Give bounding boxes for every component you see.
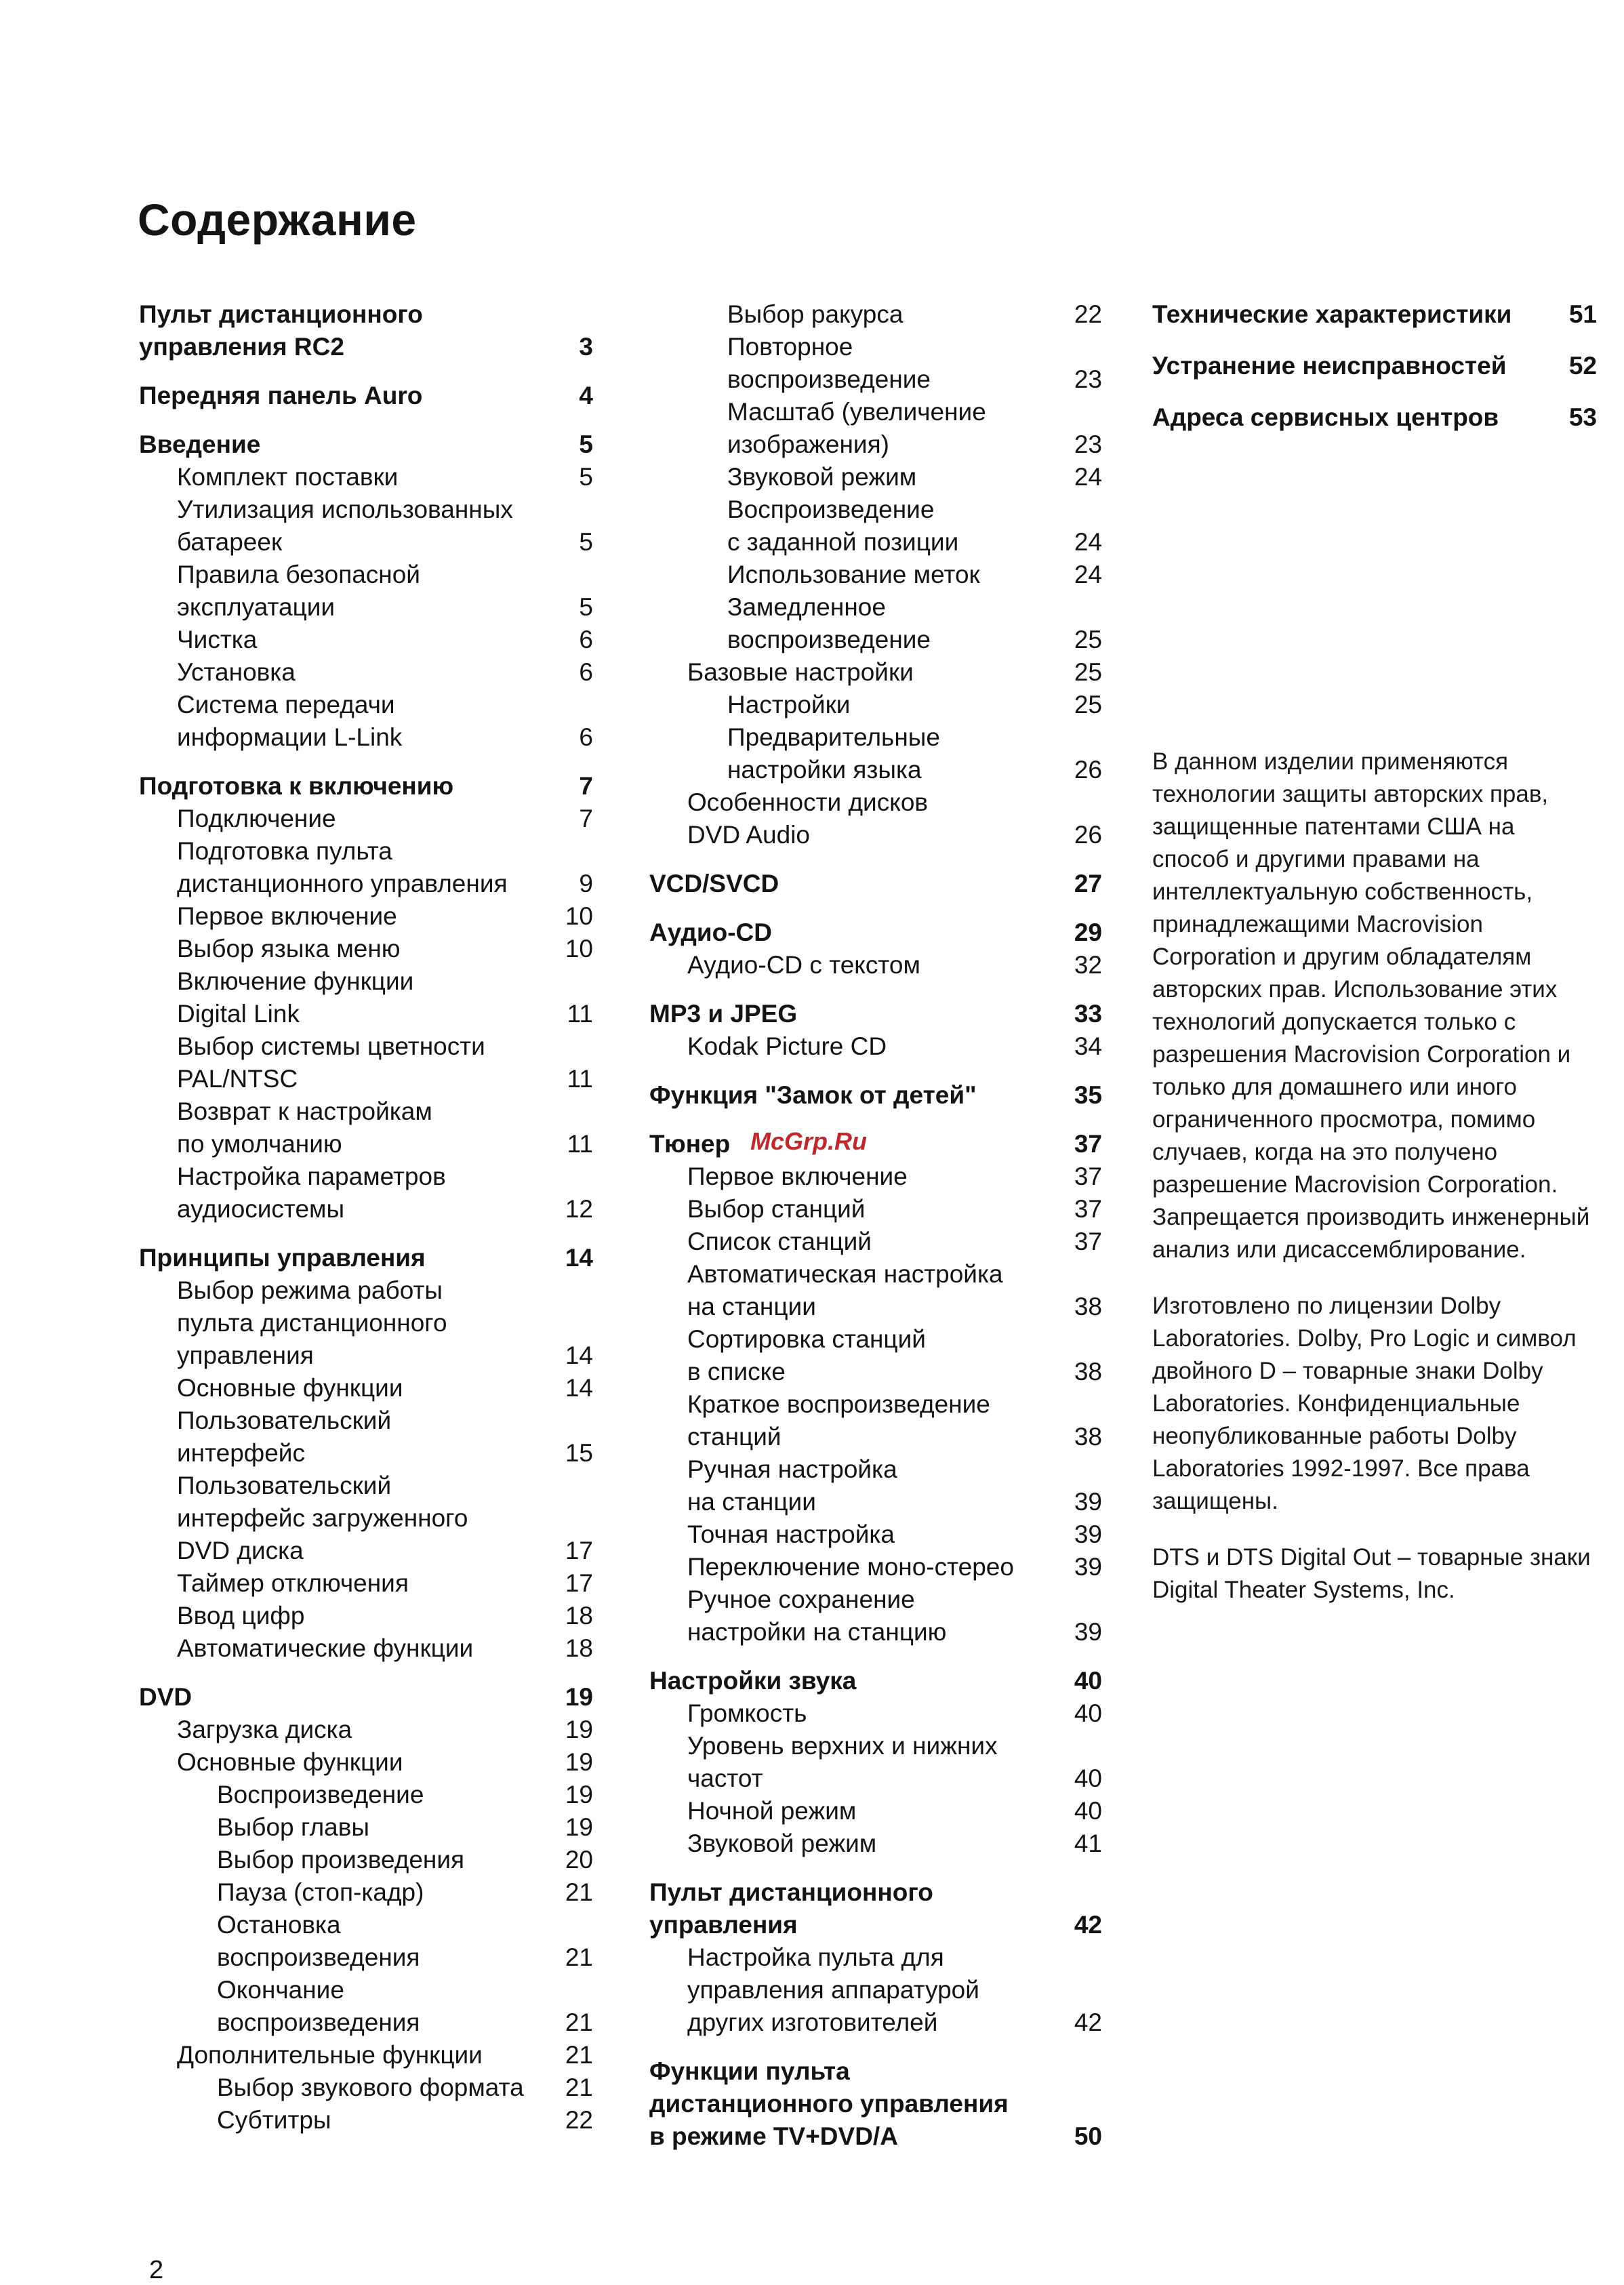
toc-page-number: 10 bbox=[565, 902, 593, 930]
toc-page-number: 41 bbox=[1074, 1829, 1102, 1857]
toc-section bbox=[649, 916, 1102, 949]
toc-entry bbox=[139, 1404, 593, 1470]
toc-page-number: 42 bbox=[1074, 1911, 1102, 1939]
toc-entry-label: Выбор ракурса bbox=[727, 300, 904, 328]
toc-entry-label: Передняя панель Auro bbox=[139, 382, 423, 409]
toc-page-number: 19 bbox=[565, 1683, 593, 1711]
toc-entry-label: Загрузка диска bbox=[177, 1716, 352, 1743]
toc-page-number: 4 bbox=[579, 382, 593, 409]
toc-entry-label: Настройка пульта для управления аппаратурой других изготовителей bbox=[687, 1943, 979, 2036]
toc-entry-label: Подготовка пульта дистанционного управления bbox=[177, 837, 508, 897]
toc-page-number: 40 bbox=[1074, 1667, 1102, 1695]
toc-entry bbox=[139, 461, 593, 493]
toc-page-number: 27 bbox=[1074, 870, 1102, 897]
toc-section bbox=[139, 770, 593, 803]
toc-page-number: 23 bbox=[1074, 365, 1102, 393]
toc-page-number: 32 bbox=[1074, 951, 1102, 979]
toc-section bbox=[1152, 298, 1597, 331]
toc-entry bbox=[649, 1323, 1102, 1388]
toc-entry bbox=[649, 331, 1102, 396]
toc-entry-label: Возврат к настройкам по умолчанию bbox=[177, 1097, 432, 1158]
toc-entry bbox=[649, 1730, 1102, 1795]
toc-entry-label: Тюнер bbox=[649, 1130, 731, 1158]
toc-entry bbox=[139, 1714, 593, 1746]
toc-entry bbox=[139, 1844, 593, 1876]
toc-section bbox=[1152, 350, 1597, 382]
toc-entry-label: Kodak Picture CD bbox=[687, 1032, 887, 1060]
toc-page-number: 40 bbox=[1074, 1797, 1102, 1825]
toc-page-number: 5 bbox=[579, 593, 593, 621]
toc-page-number: 37 bbox=[1074, 1228, 1102, 1255]
toc-entry-label: MP3 и JPEG bbox=[649, 1000, 798, 1028]
toc-entry bbox=[139, 965, 593, 1030]
toc-page-number: 7 bbox=[579, 805, 593, 832]
toc-entry bbox=[139, 1372, 593, 1404]
toc-entry bbox=[649, 1030, 1102, 1063]
toc-page-number: 38 bbox=[1074, 1358, 1102, 1386]
toc-entry-label: Воспроизведение с заданной позиции bbox=[727, 496, 959, 556]
toc-entry bbox=[139, 656, 593, 689]
toc-page-number: 17 bbox=[565, 1537, 593, 1564]
toc-page-number: 19 bbox=[565, 1781, 593, 1808]
toc-page-number: 14 bbox=[565, 1374, 593, 1402]
toc-entry bbox=[139, 1876, 593, 1909]
toc-entry bbox=[139, 559, 593, 624]
toc-entry-label: Базовые настройки bbox=[687, 658, 914, 686]
toc-entry-label: Выбор режима работы пульта дистанционного управления bbox=[177, 1276, 447, 1369]
toc-section bbox=[649, 868, 1102, 900]
toc-entry bbox=[649, 461, 1102, 493]
watermark: McGrp.Ru bbox=[750, 1127, 868, 1155]
toc-page-number: 26 bbox=[1074, 756, 1102, 784]
toc-page-number: 10 bbox=[565, 935, 593, 963]
toc-entry bbox=[139, 493, 593, 559]
toc-entry bbox=[649, 656, 1102, 689]
toc-entry bbox=[139, 689, 593, 754]
toc-entry-label: Ручное сохранение настройки на станцию bbox=[687, 1585, 947, 1646]
toc-page-number: 23 bbox=[1074, 430, 1102, 458]
toc-entry bbox=[649, 1160, 1102, 1193]
toc-entry-label: Уровень верхних и нижних частот bbox=[687, 1732, 998, 1792]
toc-section bbox=[649, 998, 1102, 1030]
toc-entry bbox=[139, 1811, 593, 1844]
toc-entry bbox=[139, 1567, 593, 1600]
toc-entry bbox=[649, 1697, 1102, 1730]
toc-page-number: 37 bbox=[1074, 1195, 1102, 1223]
toc-section bbox=[139, 428, 593, 461]
toc-page-number: 6 bbox=[579, 658, 593, 686]
toc-entry-label: Настройки bbox=[727, 691, 851, 719]
toc-section bbox=[139, 298, 593, 363]
toc-entry-label: Утилизация использованных батареек bbox=[177, 496, 513, 556]
toc-entry-label: Функции пульта дистанционного управления в режиме TV+DVD/A bbox=[649, 2057, 1009, 2150]
toc-entry-label: Чистка bbox=[177, 626, 258, 653]
toc-page-number: 21 bbox=[565, 2041, 593, 2069]
toc-entry-label: Дополнительные функции bbox=[177, 2041, 483, 2069]
toc-section bbox=[649, 1128, 1102, 1160]
toc-entry-label: Масштаб (увеличение изображения) bbox=[727, 398, 986, 458]
toc-page-number: 19 bbox=[565, 1813, 593, 1841]
toc-entry-label: Адреса сервисных центров bbox=[1152, 403, 1499, 431]
toc-page-number: 37 bbox=[1074, 1162, 1102, 1190]
toc-entry bbox=[649, 689, 1102, 721]
toc-page-number: 53 bbox=[1568, 403, 1597, 431]
toc-page-number: 39 bbox=[1074, 1553, 1102, 1581]
toc-page-number: 19 bbox=[565, 1748, 593, 1776]
toc-entry-label: Субтитры bbox=[217, 2106, 331, 2134]
toc-page-number: 42 bbox=[1074, 2008, 1102, 2036]
toc-page-number: 50 bbox=[1074, 2122, 1102, 2150]
toc-entry-label: Первое включение bbox=[687, 1162, 908, 1190]
toc-entry-label: Автоматическая настройка на станции bbox=[687, 1260, 1003, 1320]
toc-entry bbox=[649, 1258, 1102, 1323]
toc-entry-label: Система передачи информации L-Link bbox=[177, 691, 403, 751]
toc-entry-label: Пользовательский интерфейс загруженного DVD диска bbox=[177, 1472, 468, 1564]
toc-entry bbox=[649, 1583, 1102, 1649]
toc-entry bbox=[649, 786, 1102, 851]
toc-entry bbox=[649, 298, 1102, 331]
toc-entry-label: Использование меток bbox=[727, 561, 980, 588]
toc-page-number: 6 bbox=[579, 723, 593, 751]
toc-section bbox=[139, 1681, 593, 1714]
toc-entry-label: Краткое воспроизведение станций bbox=[687, 1390, 990, 1451]
toc-page-number: 9 bbox=[579, 870, 593, 897]
toc-entry bbox=[139, 1160, 593, 1226]
toc-page-number: 7 bbox=[579, 772, 593, 800]
page-title: Содержание bbox=[138, 195, 417, 245]
toc-entry-label: Выбор системы цветности PAL/NTSC bbox=[177, 1032, 485, 1093]
toc-entry-label: Выбор главы bbox=[217, 1813, 369, 1841]
toc-entry-label: Выбор звукового формата bbox=[217, 2074, 524, 2101]
toc-section bbox=[1152, 401, 1597, 434]
toc-entry-label: Установка bbox=[177, 658, 296, 686]
toc-page-number: 37 bbox=[1074, 1130, 1102, 1158]
toc-entry-label: Принципы управления bbox=[139, 1244, 426, 1272]
toc-entry-label: Настройки звука bbox=[649, 1667, 857, 1695]
toc-entry bbox=[649, 396, 1102, 461]
toc-page-number: 38 bbox=[1074, 1423, 1102, 1451]
toc-entry bbox=[139, 900, 593, 933]
toc-page-number: 40 bbox=[1074, 1699, 1102, 1727]
toc-entry bbox=[139, 1909, 593, 1974]
toc-page-number: 34 bbox=[1074, 1032, 1102, 1060]
toc-page-number: 51 bbox=[1568, 300, 1597, 328]
toc-entry-label: Правила безопасной эксплуатации bbox=[177, 561, 420, 621]
toc-entry bbox=[139, 1095, 593, 1160]
toc-entry-label: Подключение bbox=[177, 805, 336, 832]
toc-page-number: 25 bbox=[1074, 626, 1102, 653]
toc-entry-label: Переключение моно-стерео bbox=[687, 1553, 1014, 1581]
dts-note: DTS и DTS Digital Out – товарные знаки Digital Theater Systems, Inc. bbox=[1152, 1544, 1591, 1603]
toc-entry bbox=[139, 1030, 593, 1095]
toc-entry-label: Комплект поставки bbox=[177, 463, 399, 491]
toc-entry bbox=[139, 2104, 593, 2137]
toc-page-number: 5 bbox=[579, 463, 593, 491]
toc-page-number: 17 bbox=[565, 1569, 593, 1597]
toc-entry-label: VCD/SVCD bbox=[649, 870, 779, 897]
toc-page-number: 26 bbox=[1074, 821, 1102, 849]
toc-column-3-entries bbox=[1152, 298, 1597, 434]
toc-page-number: 18 bbox=[565, 1602, 593, 1630]
toc-entry-label: Аудио-CD bbox=[649, 918, 772, 946]
toc-column-3 bbox=[1152, 298, 1597, 1623]
toc-entry bbox=[139, 933, 593, 965]
toc-page-number: 5 bbox=[579, 430, 593, 458]
toc-entry bbox=[649, 493, 1102, 559]
toc-entry-label: Ввод цифр bbox=[177, 1602, 305, 1630]
toc-entry bbox=[649, 949, 1102, 982]
toc-entry-label: Технические характеристики bbox=[1152, 300, 1512, 328]
toc-page-number: 21 bbox=[565, 2008, 593, 2036]
toc-page-number: 19 bbox=[565, 1716, 593, 1743]
toc-page-number: 11 bbox=[567, 1000, 593, 1028]
toc-section bbox=[649, 2055, 1102, 2153]
toc-page-number: 29 bbox=[1074, 918, 1102, 946]
toc-entry-label: Пользовательский интерфейс bbox=[177, 1407, 392, 1467]
toc-entry bbox=[649, 1795, 1102, 1827]
toc-entry-label: Предварительные настройки языка bbox=[727, 723, 940, 784]
toc-page-number: 35 bbox=[1074, 1081, 1102, 1109]
toc-entry-label: Введение bbox=[139, 430, 261, 458]
toc-section bbox=[649, 1876, 1102, 1941]
toc-page-number: 11 bbox=[567, 1065, 593, 1093]
toc-page-number: 25 bbox=[1074, 691, 1102, 719]
toc-entry-label: Окончание воспроизведения bbox=[217, 1976, 420, 2036]
toc-section bbox=[139, 380, 593, 412]
dolby-note: Изготовлено по лицензии Dolby Laboratories. Dolby, Pro Logic и символ двойного D – товарные знаки Dolby Laboratories. Конфиденциальные неопубликованные работы Dolby Laboratories 1992-1997. Все права защищены. bbox=[1152, 1293, 1577, 1514]
toc-entry bbox=[139, 803, 593, 835]
toc-entry-label: Функция "Замок от детей" bbox=[649, 1081, 977, 1109]
toc-page-number: 21 bbox=[565, 2074, 593, 2101]
toc-entry-label: Выбор языка меню bbox=[177, 935, 401, 963]
toc-entry-label: Ручная настройка на станции bbox=[687, 1455, 897, 1516]
toc-entry-label: Подготовка к включению bbox=[139, 772, 454, 800]
toc-entry bbox=[139, 1974, 593, 2039]
toc-page-number: 21 bbox=[565, 1943, 593, 1971]
toc-entry-label: Пауза (стоп-кадр) bbox=[217, 1878, 424, 1906]
toc-page-number: 21 bbox=[565, 1878, 593, 1906]
toc-page-number: 14 bbox=[565, 1341, 593, 1369]
toc-page-number: 15 bbox=[565, 1439, 593, 1467]
toc-entry bbox=[139, 1274, 593, 1372]
toc-entry bbox=[139, 2039, 593, 2071]
toc-entry-label: Звуковой режим bbox=[687, 1829, 877, 1857]
toc-entry-label: Аудио-CD с текстом bbox=[687, 951, 920, 979]
toc-entry bbox=[139, 1470, 593, 1567]
toc-entry-label: Первое включение bbox=[177, 902, 397, 930]
toc-entry-label: Остановка воспроизведения bbox=[217, 1911, 420, 1971]
macrovision-note: В данном изделии применяются технологии защиты авторских прав, защищенные патентами США на способ и другими правами на интеллектуальную собственность, принадлежащими Macrovision Corporation и другим обладателям авторских прав. Использование этих технологий допускается только с разрешения Macrovision Corporation и только для домашнего или иного ограниченного просмотра, помимо случаев, когда на это получено разрешение Macrovision Corporation. Запрещается производить инженерный анализ или дисассемблирование. bbox=[1152, 748, 1590, 1263]
toc-page-number: 39 bbox=[1074, 1520, 1102, 1548]
toc-entry-label: Настройка параметров аудиосистемы bbox=[177, 1162, 446, 1223]
toc-page-number: 14 bbox=[565, 1244, 593, 1272]
page-number: 2 bbox=[149, 2256, 164, 2284]
toc-entry-label: Включение функции Digital Link bbox=[177, 967, 414, 1028]
toc-page-number: 22 bbox=[565, 2106, 593, 2134]
toc-entry bbox=[649, 559, 1102, 591]
toc-page-number: 18 bbox=[565, 1634, 593, 1662]
toc-entry-label: Воспроизведение bbox=[217, 1781, 424, 1808]
toc-entry bbox=[649, 591, 1102, 656]
toc-entry-label: Громкость bbox=[687, 1699, 807, 1727]
toc-page-number: 20 bbox=[565, 1846, 593, 1874]
toc-entry bbox=[649, 1193, 1102, 1226]
toc-entry bbox=[139, 1779, 593, 1811]
toc-page-number: 24 bbox=[1074, 463, 1102, 491]
toc-entry bbox=[649, 1551, 1102, 1583]
toc-entry bbox=[649, 1518, 1102, 1551]
toc-column-1 bbox=[139, 298, 593, 2137]
toc-section bbox=[649, 1665, 1102, 1697]
toc-page-number: 5 bbox=[579, 528, 593, 556]
toc-page-number: 33 bbox=[1074, 1000, 1102, 1028]
legal-notes bbox=[1152, 746, 1597, 1606]
toc-entry-label: Сортировка станций в списке bbox=[687, 1325, 926, 1386]
toc-entry-label: Список станций bbox=[687, 1228, 872, 1255]
toc-entry bbox=[139, 1632, 593, 1665]
toc-entry bbox=[649, 721, 1102, 786]
toc-page-number: 6 bbox=[579, 626, 593, 653]
toc-entry-label: Устранение неисправностей bbox=[1152, 352, 1507, 380]
toc-entry-label: Пульт дистанционного управления bbox=[649, 1878, 933, 1939]
toc-page-number: 39 bbox=[1074, 1618, 1102, 1646]
toc-entry-label: DVD bbox=[139, 1683, 192, 1711]
toc-page-number: 24 bbox=[1074, 528, 1102, 556]
toc-entry-label: Ночной режим bbox=[687, 1797, 857, 1825]
toc-entry bbox=[139, 2071, 593, 2104]
toc-entry-label: Точная настройка bbox=[687, 1520, 895, 1548]
toc-entry bbox=[139, 835, 593, 900]
toc-entry-label: Выбор произведения bbox=[217, 1846, 465, 1874]
toc-entry bbox=[139, 1600, 593, 1632]
toc-entry-label: Особенности дисков DVD Audio bbox=[687, 788, 929, 849]
toc-page-number: 25 bbox=[1074, 658, 1102, 686]
toc-entry-label: Замедленное воспроизведение bbox=[727, 593, 931, 653]
toc-entry bbox=[139, 1746, 593, 1779]
toc-page-number: 39 bbox=[1074, 1488, 1102, 1516]
toc-entry bbox=[649, 1388, 1102, 1453]
toc-page-number: 22 bbox=[1074, 300, 1102, 328]
toc-column-2 bbox=[649, 298, 1102, 2153]
toc-entry-label: Повторное воспроизведение bbox=[727, 333, 931, 393]
toc-page-number: 38 bbox=[1074, 1293, 1102, 1320]
toc-entry-label: Выбор станций bbox=[687, 1195, 866, 1223]
toc-page-number: 24 bbox=[1074, 561, 1102, 588]
toc-section bbox=[139, 1242, 593, 1274]
toc-page-number: 12 bbox=[565, 1195, 593, 1223]
toc-entry-label: Автоматические функции bbox=[177, 1634, 474, 1662]
toc-section bbox=[649, 1079, 1102, 1112]
toc-entry bbox=[649, 1941, 1102, 2039]
toc-page-number: 52 bbox=[1568, 352, 1597, 380]
toc-page-number: 40 bbox=[1074, 1764, 1102, 1792]
toc-entry-label: Звуковой режим bbox=[727, 463, 917, 491]
toc-entry-label: Таймер отключения bbox=[177, 1569, 409, 1597]
toc-entry bbox=[649, 1827, 1102, 1860]
toc-entry-label: Пульт дистанционного управления RC2 bbox=[139, 300, 423, 361]
toc-entry bbox=[649, 1453, 1102, 1518]
toc-page-number: 11 bbox=[567, 1130, 593, 1158]
toc-entry-label: Основные функции bbox=[177, 1748, 403, 1776]
toc-entry bbox=[139, 624, 593, 656]
toc-entry-label: Основные функции bbox=[177, 1374, 403, 1402]
toc-page-number: 3 bbox=[579, 333, 593, 361]
toc-entry bbox=[649, 1226, 1102, 1258]
